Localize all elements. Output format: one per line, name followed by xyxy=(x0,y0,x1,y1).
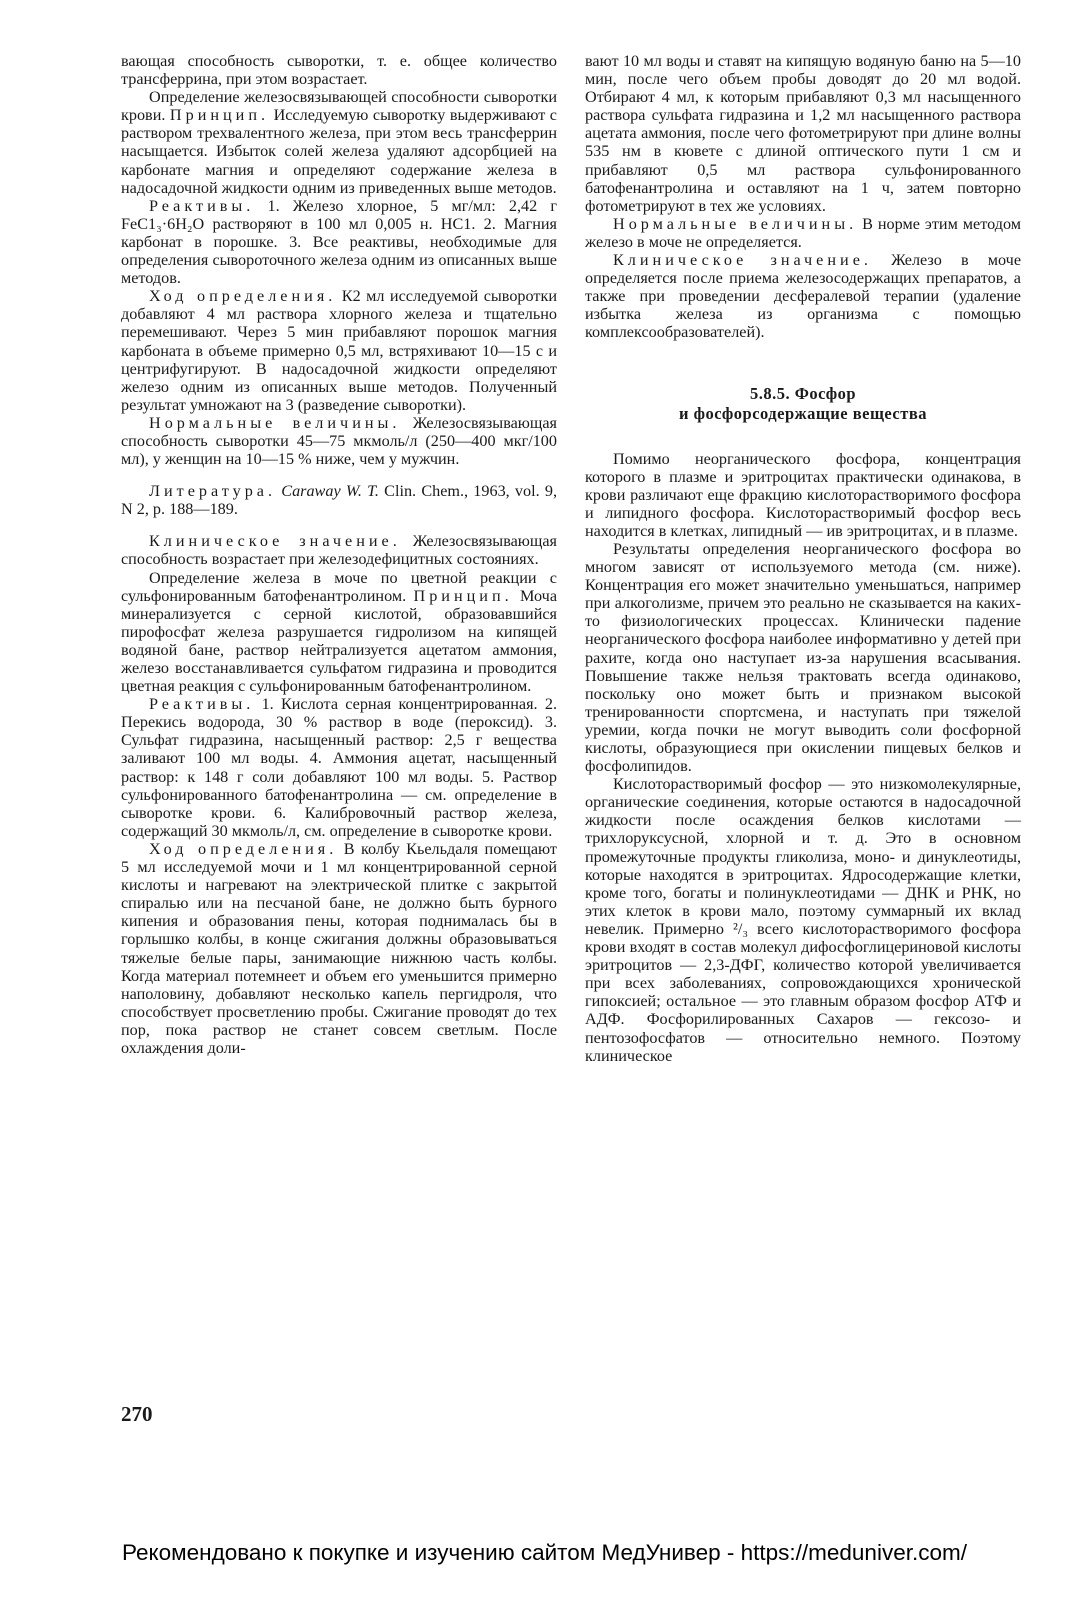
run-in-label: Принцип. xyxy=(413,586,513,605)
run-in-label: Клиническое значение. xyxy=(149,532,401,551)
paragraph: вающая способность сыворотки, т. е. общее количество трансферрина, при этом возрастает. xyxy=(121,52,557,89)
paragraph-text: 1. Кислота серная концентрированная. 2. Перекись водорода, 30 % раствор в воде (пероксид). 3. Сульфат гидразина, насыщенный раствор: 2,5 г вещества заливают 100 мл воды. 4. Аммония ацетат, насыщенный раствор: к 148 г соли добавляют 100 мл воды. 5. Раствор сульфонированного батофенантролина — см. определение в сыворотке крови. 6. Калибровочный раствор железа, содержащий 30 мкмоль/л, см. определение в сыворотке крови. xyxy=(121,695,557,840)
paragraph xyxy=(585,215,1021,251)
paragraph xyxy=(121,532,557,568)
reference-author: Caraway W. T. xyxy=(281,482,379,501)
reference-text: Clin. Chem., 1963, vol. 9, N 2, p. 188—189. xyxy=(121,482,558,519)
paragraph-text: Исследуемую сыворотку выдерживают с раствором трехвалентного железа, при этом весь трансферрин насыщается. Избыток солей железа удаляют адсорбцией на карбонате магния и определяют содержание железа в надосадочной жидкости одним из приведенных выше методов. xyxy=(121,106,557,197)
spacer xyxy=(585,342,1021,384)
paragraph-text: Железосвязывающая способность возрастает при железодефицитных состояниях. xyxy=(121,532,557,569)
paragraph-text: Железо в моче определяется после приема железосодержащих препаратов, а также при проведении десфералевой терапии (удаление избытка железа из организма с помощью комплексообразователей). xyxy=(585,251,1022,342)
paragraph xyxy=(585,251,1021,341)
paragraph: Помимо неорганического фосфора, концентрация которого в плазме и эритроцитах практически одинакова, в крови различают еще фракцию кислоторастворимого фосфора и липидного фосфора. Кислоторастворимый фосфор весь находится в клетках, липидный — ив эритроцитах, и в плазме. xyxy=(585,449,1021,540)
left-column xyxy=(121,52,557,1057)
spacer xyxy=(121,468,557,482)
section-heading: 5.8.5. Фосфор xyxy=(749,383,857,403)
paragraph xyxy=(121,287,557,414)
reference xyxy=(121,482,557,518)
spacer xyxy=(585,424,1021,450)
footer-text: Рекомендовано к покупке и изучению сайтом МедУнивер - https://meduniver.com/ xyxy=(122,1540,967,1565)
paragraph-text: В колбу Кьельдаля помещают 5 мл исследуемой мочи и 1 мл концентрированной серной кислоты и нагревают на электрической плитке с закрытой спиралью или на песчаной бане, не должно быть бурного кипения и образования пены, которая поднималась бы в горлышко колбы, в конце сжигания должны образовываться тяжелые белые пары, занимающие нижнюю часть колбы. Когда материал потемнеет и объем его уменьшится примерно наполовину, добавляют несколько капель пергидроля, что способствует просветлению пробы. Сжигание проводят до тех пор, пока раствор не станет совсем светлым. После охлаждения доли- xyxy=(121,839,558,1057)
run-in-label: Литература. xyxy=(149,482,277,501)
right-column xyxy=(585,52,1021,1065)
paragraph-text: К2 мл исследуемой сыворотки добавляют 4 мл раствора хлорного железа и тщательно перемешивают. Через 5 мин прибавляют порошок магния карбоната в объеме примерно 0,5 мл, встряхивают 10—15 с и центрифугируют. В надосадочной жидкости определяют железо одним из описанных выше методов. Полученный результат умножают на 3 (разведение сыворотки). xyxy=(121,287,558,414)
run-in-label: Ход определения. xyxy=(149,839,338,858)
run-in-label: Ход определения. xyxy=(149,287,337,306)
paragraph xyxy=(121,414,557,468)
paragraph xyxy=(121,695,557,840)
run-in-label: Реактивы. xyxy=(149,196,255,215)
run-in-label: Нормальные величины. xyxy=(613,214,858,233)
spacer xyxy=(121,518,557,532)
paragraph: Результаты определения неорганического фосфора во многом зависят от используемого метода (см. ниже). Концентрация его может значительно уменьшаться, например при алкоголизме, причем это реально не сказывается на каких-то физиологических процессах. Клинически падение неорганического фосфора наиболее информативно у детей при рахите, когда оно наступает из-за нарушения всасывания. Повышение также нельзя трактовать всегда одинаково, поскольку оно может быть и признаком высокой тренированности спортсмена, и наступать при тяжелой уремии, когда почки не могут выводить соли фосфорной кислоты, образующиеся при окислении пищевых белков и фосфолипидов. xyxy=(585,539,1021,776)
paragraph-text: 1. Железо хлорное, 5 мг/мл: 2,42 г FeC1₃·6H₂O растворяют в 100 мл 0,005 н. НС1. 2. Магния карбонат в порошке. 3. Все реактивы, необходимые для определения сывороточного железа одним из описанных выше методов. xyxy=(121,196,558,288)
paragraph-text: Определение железа в моче по цветной реакции с сульфонированным батофенантролином. xyxy=(121,568,557,605)
paragraph-text: Определение железосвязывающей способности сыворотки крови. xyxy=(121,88,557,125)
paragraph-text: Железосвязывающая способность сыворотки 45—75 мкмоль/л (250—400 мкг/100 мл), у женщин на 10—15 % ниже, чем у мужчин. xyxy=(121,413,557,469)
page-number: 270 xyxy=(121,1402,153,1426)
paragraph-text: Моча минерализуется с серной кислотой, образовавшийся пирофосфат железа разрушается гидролизом на кипящей водяной бане, раствор нейтрализуется ацетатом аммония, железо восстанавливается сульфатом гидразина и проводится цветная реакция с сульфонированным батофенантролином. xyxy=(121,586,558,696)
section-heading-subtitle: и фосфорсодержащие вещества xyxy=(678,403,928,423)
run-in-label: Принцип. xyxy=(169,106,270,125)
paragraph: Кислоторастворимый фосфор — это низкомолекулярные, органические соединения, которые остаются в надосадочной жидкости после осаждения белков кислотами — трихлоруксусной, хлорной и т. д. Это в основном промежуточные продукты гликолиза, моно- и динуклеотиды, которые находятся в эритроцитах. Ядросодержащие клетки, кроме того, богаты и полинуклеотидами — ДНК и РНК, но этих клеток в крови мало, поэтому суммарный их вклад невелик. Примерно ²/₃ всего кислоторастворимого фосфора крови входят в состав молекул дифосфоглицериновой кислоты эритроцитов — 2,3-ДФГ, количество которой увеличивается при всех заболеваниях, сопровождающихся хронической гипоксией; остальное — это главным образом фосфор АТФ и АДФ. Фосфорилированных Сахаров — гексозо- и пентозофосфатов — относительно немного. Поэтому клиническое xyxy=(585,775,1021,1065)
paragraph: вают 10 мл воды и ставят на кипящую водяную баню на 5—10 мин, после чего объем пробы доводят до 20 мл водой. Отбирают 4 мл, к которым прибавляют 0,3 мл насыщенного раствора сульфата гидразина и 1,2 мл насыщенного раствора ацетата аммония, после чего фотометрируют при длине волны 535 нм в кювете с длиной оптического пути 1 см и прибавляют 0,5 мл раствора сульфонированного батофенантролина и оставляют на 1 ч, затем повторно фотометрируют в тех же условиях. xyxy=(585,52,1021,215)
paragraph xyxy=(121,840,557,1057)
run-in-label: Клиническое значение. xyxy=(613,251,872,270)
paragraph xyxy=(121,197,557,287)
run-in-label: Реактивы. xyxy=(149,695,255,714)
paragraph-text: В норме этим методом железо в моче не определяется. xyxy=(585,214,1021,251)
paragraph xyxy=(121,88,557,197)
paragraph xyxy=(121,569,557,696)
run-in-label: Нормальные величины. xyxy=(149,413,401,432)
